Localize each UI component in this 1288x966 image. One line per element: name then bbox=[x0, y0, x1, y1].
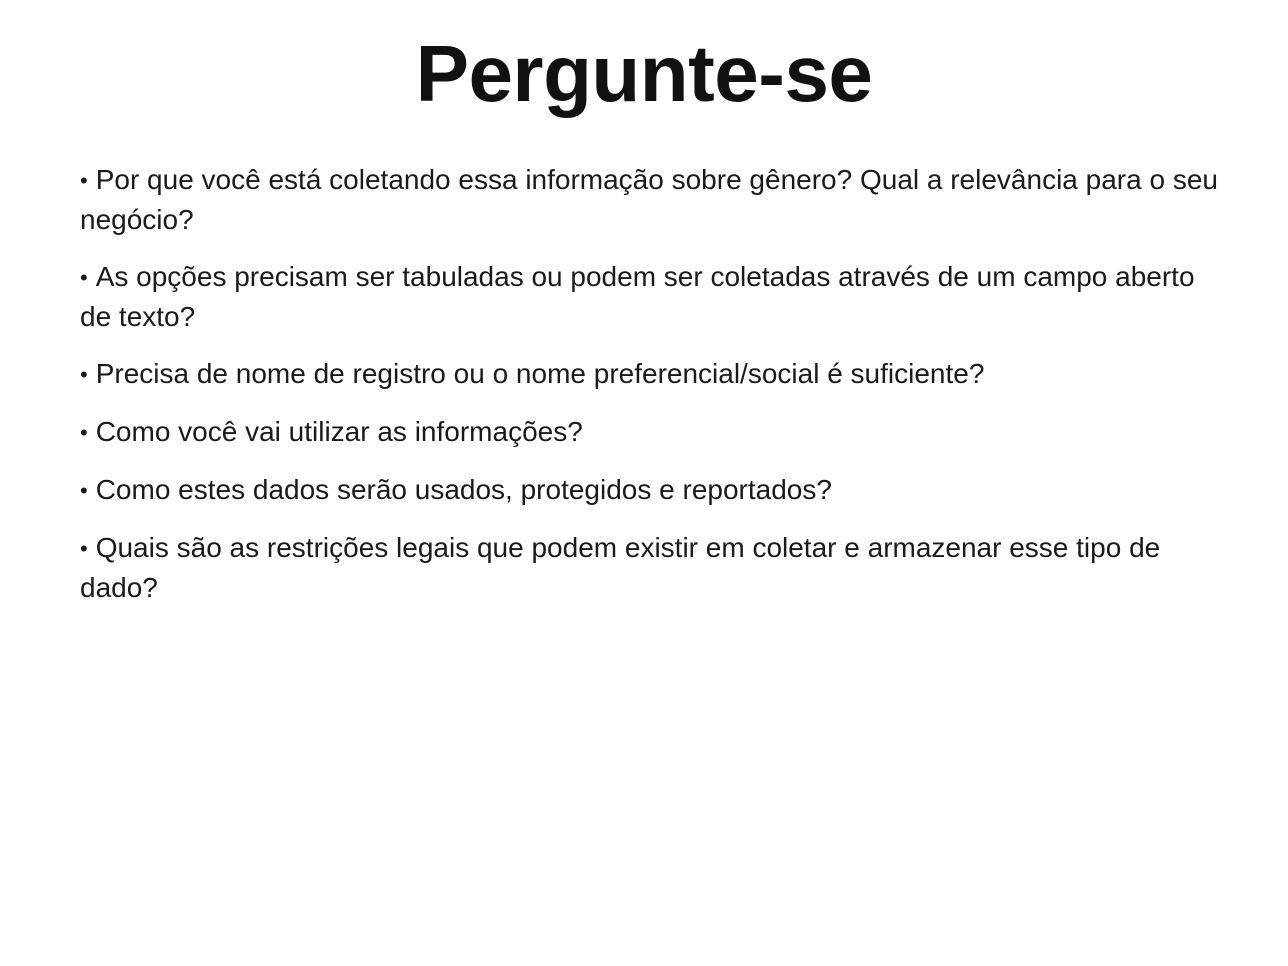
bullet-text: Por que você está coletando essa informação sobre gênero? Qual a relevância para o seu negócio? bbox=[80, 164, 1218, 235]
bullet-dot-icon: • bbox=[80, 265, 88, 290]
bullet-text: As opções precisam ser tabuladas ou podem ser coletadas através de um campo aberto de texto? bbox=[80, 261, 1195, 332]
bullet-item bbox=[80, 354, 1230, 394]
bullet-dot-icon: • bbox=[80, 536, 88, 561]
bullet-text: Quais são as restrições legais que podem existir em coletar e armazenar esse tipo de dado? bbox=[80, 532, 1161, 603]
bullet-text: Como estes dados serão usados, protegidos e reportados? bbox=[95, 474, 832, 505]
bullet-text: Como você vai utilizar as informações? bbox=[95, 416, 583, 447]
bullet-item bbox=[80, 160, 1230, 239]
bullet-item bbox=[80, 412, 1230, 452]
bullet-item bbox=[80, 257, 1230, 336]
slide-title: Pergunte-se bbox=[415, 29, 873, 118]
bullet-dot-icon: • bbox=[80, 420, 88, 445]
bullet-dot-icon: • bbox=[80, 362, 88, 387]
bullet-item bbox=[80, 528, 1230, 607]
bullet-text: Precisa de nome de registro ou o nome preferencial/social é suficiente? bbox=[95, 358, 985, 389]
bullet-dot-icon: • bbox=[80, 168, 88, 193]
bullet-list bbox=[80, 160, 1230, 625]
bullet-item bbox=[80, 470, 1230, 510]
bullet-dot-icon: • bbox=[80, 478, 88, 503]
